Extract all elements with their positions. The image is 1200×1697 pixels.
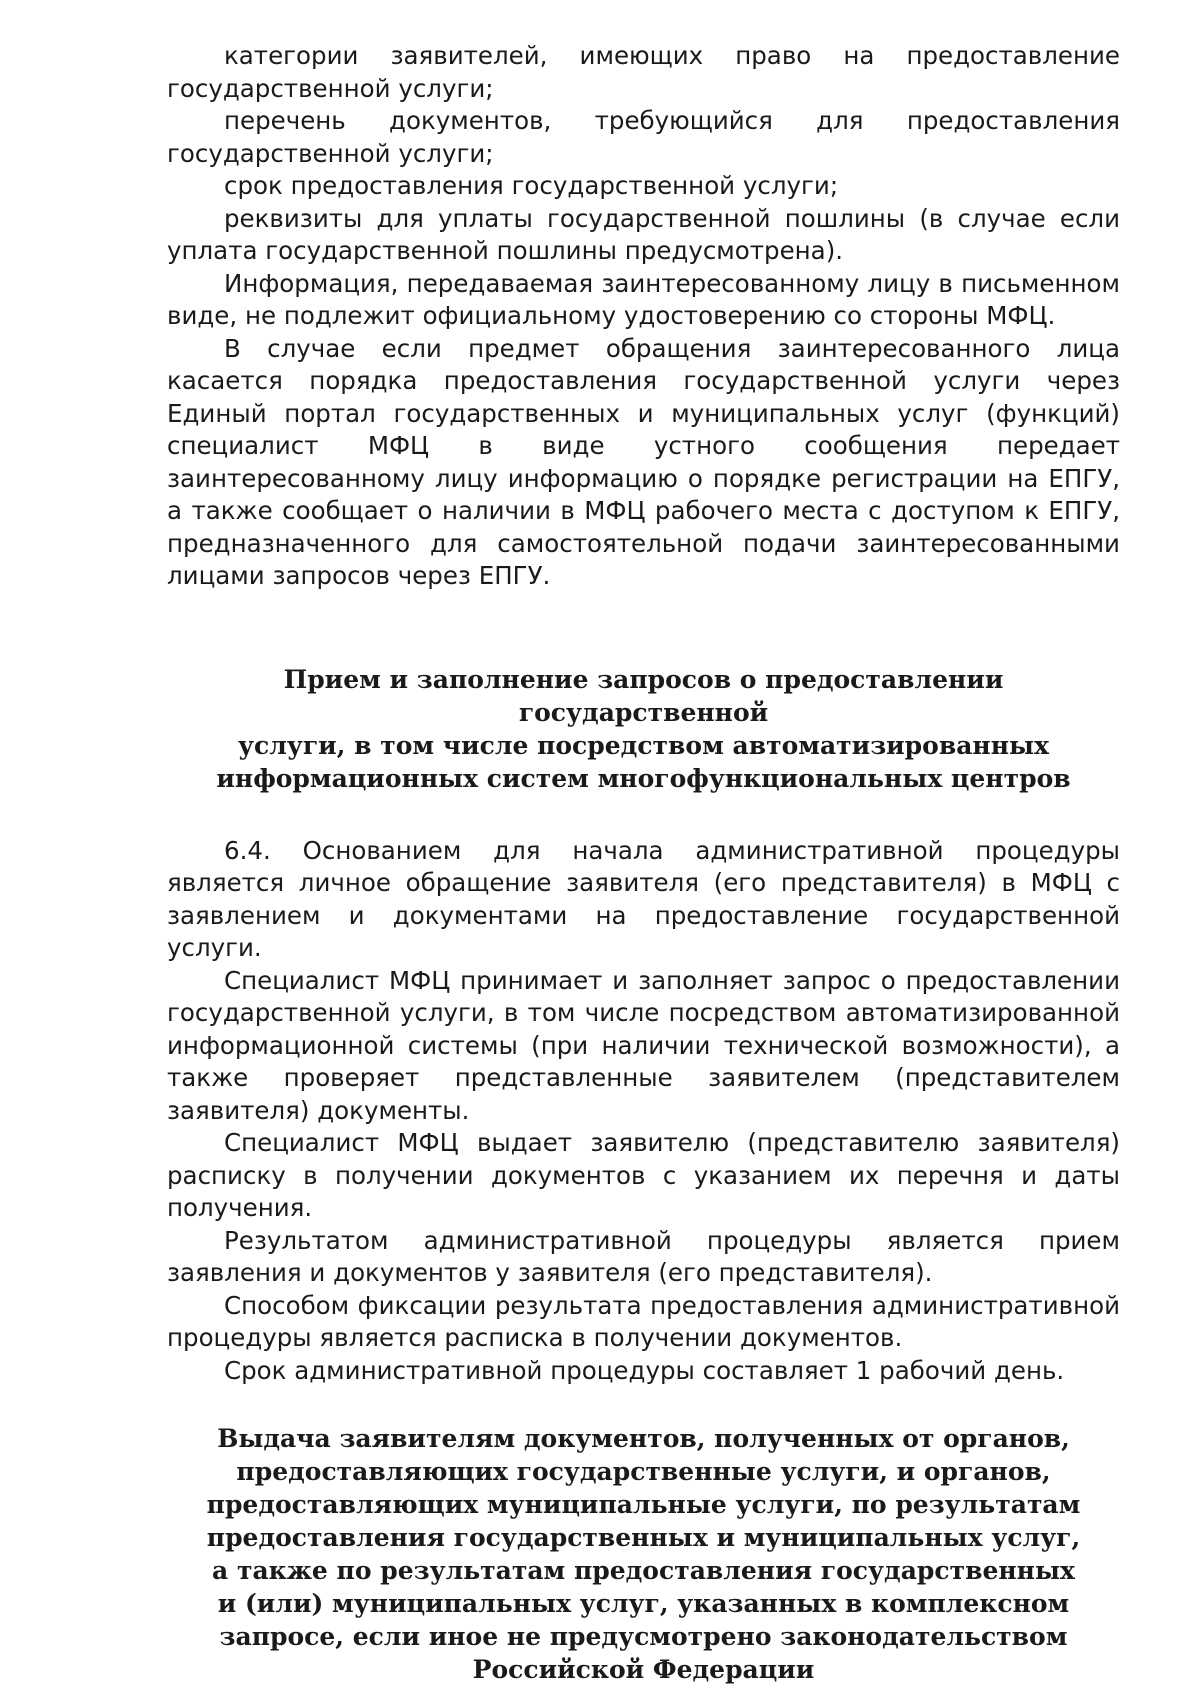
paragraph-fixation: Способом фиксации результата предоставления административной процедуры является расписка в получении документов. [167,1290,1120,1352]
paragraph-documents-list: перечень документов, требующийся для предоставления государственной услуги; [167,106,1120,168]
heading-line: запросе, если иное не предусмотрено законодательством [219,1622,1068,1651]
heading-line: Российской Федерации [472,1655,815,1684]
heading-line: а также по результатам предоставления государственных [212,1556,1075,1585]
paragraph-6-4: 6.4. Основанием для начала административной процедуры является личное обращение заявителя (его представителя) в МФЦ с заявлением и документами на предоставление государственной услуги. [167,835,1120,962]
paragraph-result: Результатом административной процедуры является прием заявления и документов у заявителя (его представителя). [167,1225,1120,1287]
heading-line: услуги, в том числе посредством автоматизированных [238,730,1049,760]
heading-line: предоставляющих государственные услуги, и органов, [236,1457,1051,1486]
paragraph-receipt: Специалист МФЦ выдает заявителю (представителю заявителя) расписку в получении документов с указанием их перечня и даты получения. [167,1128,1120,1222]
section-body-requests [167,835,1120,1388]
section-heading-requests [167,663,1120,795]
paragraph-specialist-accepts: Специалист МФЦ принимает и заполняет запрос о предоставлении государственной услуги, в том числе посредством автоматизированной информационной системы (при наличии технической возможности), а также проверяет представленные заявителем (представителем заявителя) документы. [167,965,1120,1125]
heading-line: и (или) муниципальных услуг, указанных в комплексном [217,1589,1070,1618]
heading-line: информационных систем многофункциональных центров [216,763,1071,793]
document-page [167,40,1120,1686]
paragraph-service-term: срок предоставления государственной услуги; [224,171,839,200]
section-heading-issuance [167,1422,1120,1686]
paragraph-categories: категории заявителей, имеющих право на предоставление государственной услуги; [167,41,1120,103]
heading-line: предоставляющих муниципальные услуги, по результатам [206,1490,1081,1519]
paragraph-written-info: Информация, передаваемая заинтересованному лицу в письменном виде, не подлежит официальному удостоверению со стороны МФЦ. [167,268,1120,330]
paragraph-term: Срок административной процедуры составляет 1 рабочий день. [224,1355,1065,1385]
heading-line: Прием и заполнение запросов о предоставлении государственной [283,664,1004,727]
paragraph-fee-details: реквизиты для уплаты государственной пошлины (в случае если уплата государственной пошлины предусмотрена). [167,203,1120,265]
paragraph-epgu-info: В случае если предмет обращения заинтересованного лица касается порядка предоставления государственной услуги через Единый портал государственных и муниципальных услуг (функций) специалист МФЦ в виде устного сообщения передает заинтересованному лицу информацию о порядке регистрации на ЕПГУ, а также сообщает о наличии в МФЦ рабочего места с доступом к ЕПГУ, предназначенного для самостоятельной подачи заинтересованными лицами запросов через ЕПГУ. [167,333,1120,590]
intro-text [167,40,1120,593]
heading-line: Выдача заявителям документов, полученных от органов, [217,1424,1070,1453]
heading-line: предоставления государственных и муниципальных услуг, [206,1523,1081,1552]
